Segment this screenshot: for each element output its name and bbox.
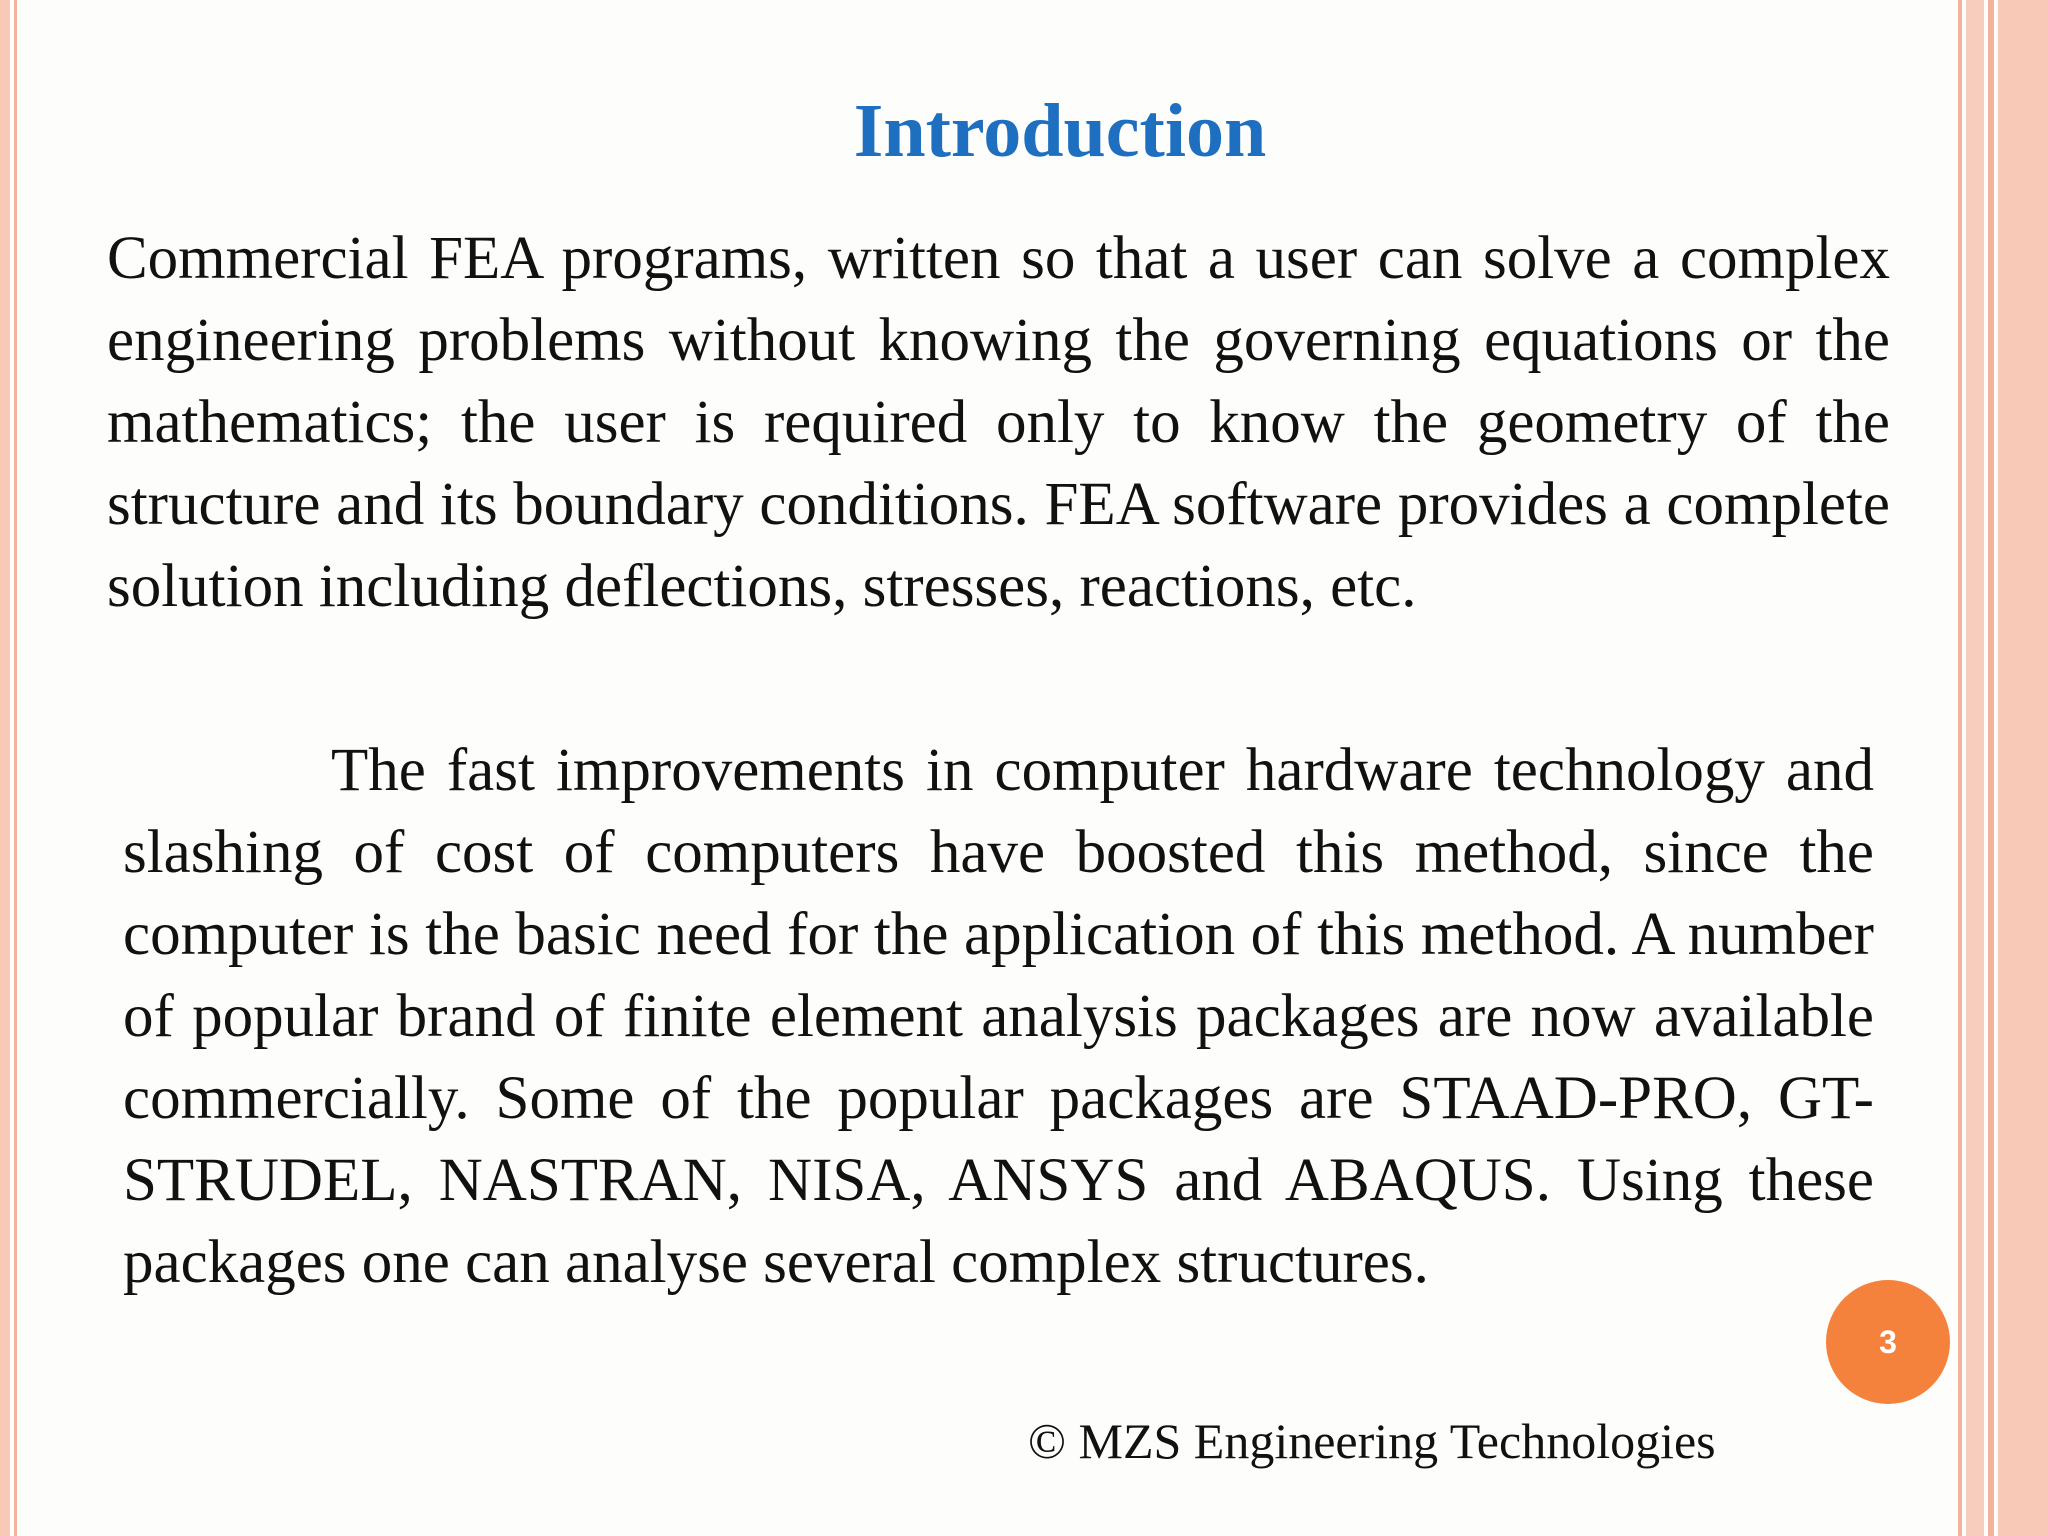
left-border-strip <box>0 0 10 1536</box>
right-border-band <box>1998 0 2048 1536</box>
intro-paragraph-2: The fast improvements in computer hardware technology and slashing of cost of computers have boosted this method, since the computer is the basic need for the application of this method. A number of popular brand of finite element analysis packages are now available commercially. Some of the popular packages are STAAD-PRO, GT-STRUDEL, NASTRAN, NISA, ANSYS and ABAQUS. Using these packages one can analyse several complex structures. <box>123 737 1874 1296</box>
right-border-line-outer <box>1988 0 1994 1536</box>
right-border-strip <box>1966 0 1984 1536</box>
right-border-line <box>1958 0 1962 1536</box>
intro-paragraph-1: Commercial FEA programs, written so that a user can solve a complex engineering problems without knowing the governing equations or the mathematics; the user is required only to know the geometry of the structure and its boundary conditions. FEA software provides a complete solution including deflections, stresses, reactions, etc. <box>107 225 1890 620</box>
slide-title: Introduction <box>853 89 1267 173</box>
page-number-badge: 3 <box>1826 1280 1950 1404</box>
copyright-notice: © MZS Engineering Technologies <box>1028 1413 1716 1469</box>
left-border-line <box>14 0 17 1536</box>
